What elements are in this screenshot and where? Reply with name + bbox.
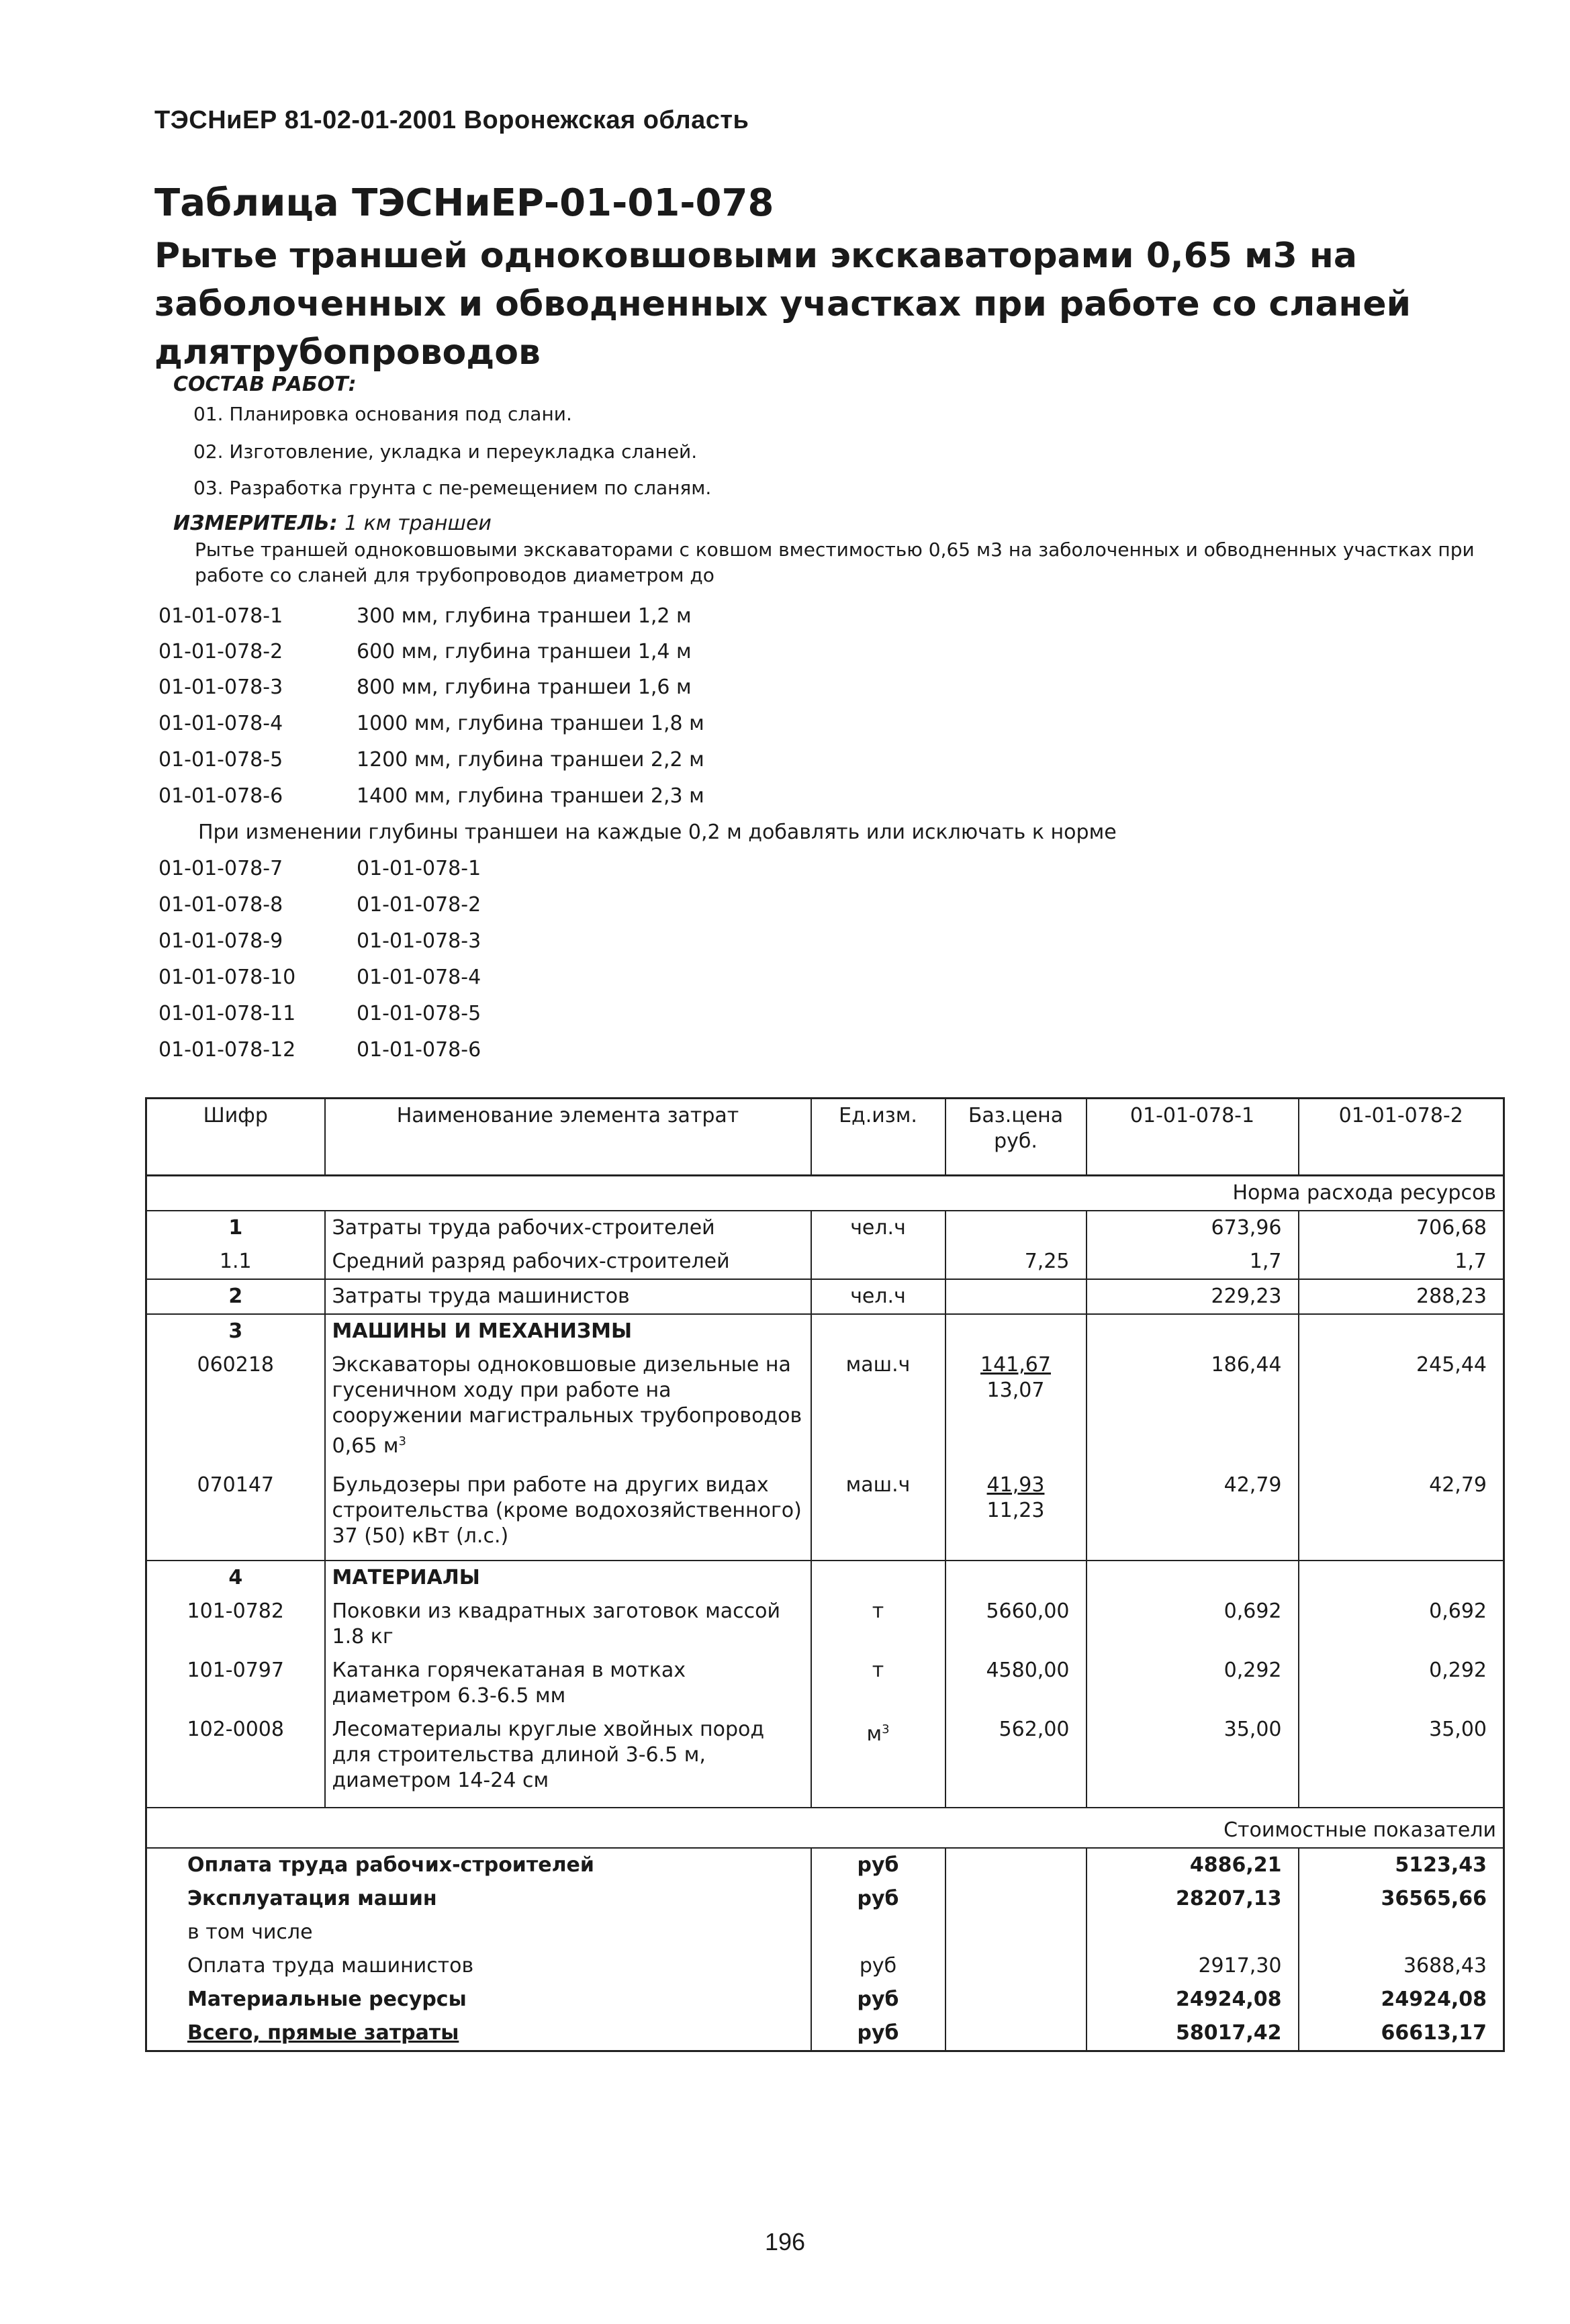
summary-label: Материальные ресурсы (187, 1988, 467, 2011)
price-labor: 13,07 (986, 1379, 1045, 1402)
row-code: 101-0797 (187, 1659, 284, 1682)
summary-value-1 (1087, 1916, 1299, 1949)
row-code: 1 (228, 1216, 243, 1240)
composition-label: СОСТАВ РАБОТ: (173, 373, 357, 396)
header-cell: Ед.изм. (811, 1099, 945, 1176)
row-value-2: 0,292 (1299, 1654, 1504, 1713)
work-item: 02. Изготовление, укладка и переукладка сланей. (193, 440, 698, 463)
summary-value-2 (1299, 1916, 1504, 1949)
empty-cell (811, 1561, 945, 1595)
item-desc: 1400 мм, глубина траншеи 2,3 м (357, 784, 704, 808)
summary-row (146, 1983, 1504, 2016)
empty-cell (945, 1561, 1087, 1595)
price-labor: 11,23 (986, 1499, 1045, 1522)
summary-unit: руб (811, 2016, 945, 2051)
row-value-2: 288,23 (1299, 1279, 1504, 1314)
row-price (945, 1279, 1087, 1314)
row-value-1: 229,23 (1087, 1279, 1299, 1314)
superscript-3: 3 (882, 1722, 890, 1736)
empty-cell (811, 1314, 945, 1348)
section-row (146, 1561, 1504, 1595)
row-unit: маш.ч (811, 1348, 945, 1463)
empty-cell (945, 2016, 1087, 2051)
row-price: 5660,00 (945, 1595, 1087, 1654)
empty-cell (945, 1983, 1087, 2016)
row-code: 070147 (197, 1473, 275, 1497)
change-ref: 01-01-078-2 (357, 893, 481, 917)
summary-unit: руб (811, 1949, 945, 1983)
change-code: 01-01-078-12 (158, 1038, 296, 1062)
meter-value: 1 км траншеи (344, 512, 492, 535)
summary-row (146, 1882, 1504, 1916)
table-subtitle: Рытье траншей одноковшовыми экскаваторами 0,65 м3 на заболоченных и обводненных участках при работе со сланей длятрубопроводов (154, 236, 1412, 373)
section-row (146, 1314, 1504, 1348)
summary-row (146, 2016, 1504, 2051)
header-cell: Шифр (146, 1099, 325, 1176)
row-unit: т (811, 1654, 945, 1713)
price-base: 141,67 (980, 1353, 1051, 1377)
row-value-1: 0,292 (1087, 1654, 1299, 1713)
empty-cell (945, 1314, 1087, 1348)
summary-row (146, 1949, 1504, 1983)
item-code: 01-01-078-5 (158, 748, 283, 772)
row-code: 2 (146, 1279, 325, 1314)
summary-value-2: 5123,43 (1299, 1848, 1504, 1882)
row-value-1: 186,44 (1087, 1348, 1299, 1463)
meter-row (173, 512, 492, 535)
row-price: 562,00 (945, 1713, 1087, 1808)
row-unit: т (811, 1595, 945, 1654)
row-value-1: 35,00 (1087, 1713, 1299, 1808)
section-code: 3 (146, 1314, 325, 1348)
row-unit: чел.ч (811, 1279, 945, 1314)
row-value-2: 35,00 (1299, 1713, 1504, 1808)
summary-row (146, 1916, 1504, 1949)
empty-cell (945, 1848, 1087, 1882)
row-value-1: 673,96 (1087, 1211, 1299, 1245)
work-item: 03. Разработка грунта с пе-ремещением по сланям. (193, 477, 712, 499)
row-value-2: 0,692 (1299, 1595, 1504, 1654)
row-name: Бульдозеры при работе на других видах строительства (кроме водохозяйственного) 37 (50) кВт (л.с.) (325, 1463, 811, 1561)
summary-value-2: 36565,66 (1299, 1882, 1504, 1916)
summary-value-2: 3688,43 (1299, 1949, 1504, 1983)
row-unit-cell (811, 1713, 945, 1808)
row-code: 060218 (197, 1353, 275, 1377)
summary-label: Оплата труда рабочих-строителей (187, 1853, 594, 1877)
superscript-3: 3 (398, 1434, 406, 1448)
table-row (146, 1713, 1504, 1808)
row-price-cell (945, 1463, 1087, 1561)
intro-text: Рытье траншей одноковшовыми экскаваторами с ковшом вместимостью 0,65 м3 на заболоченных и обводненных участках при работе со сланей для трубопроводов диаметром до (195, 539, 1475, 586)
table-row (146, 1654, 1504, 1713)
empty-cell (1087, 1561, 1299, 1595)
row-name: Средний разряд рабочих-строителей (325, 1245, 811, 1279)
change-code: 01-01-078-11 (158, 1002, 296, 1025)
section-code: 4 (146, 1561, 325, 1595)
empty-cell (945, 1949, 1087, 1983)
header-cell: 01-01-078-2 (1299, 1099, 1504, 1176)
header-cell: Баз.цена руб. (945, 1099, 1087, 1176)
item-code: 01-01-078-1 (158, 604, 283, 628)
change-ref: 01-01-078-4 (357, 966, 481, 989)
empty-cell (945, 1882, 1087, 1916)
row-value-1: 0,692 (1087, 1595, 1299, 1654)
row-price (945, 1211, 1087, 1245)
summary-unit: руб (811, 1882, 945, 1916)
change-code: 01-01-078-9 (158, 929, 283, 953)
row-name: Поковки из квадратных заготовок массой 1.8 кг (325, 1595, 811, 1654)
summary-label: Оплата труда машинистов (187, 1954, 474, 1978)
table-row (146, 1348, 1504, 1463)
norm-label: Норма расхода ресурсов (146, 1176, 1504, 1211)
table-row (146, 1279, 1504, 1314)
row-unit: маш.ч (811, 1463, 945, 1561)
item-desc: 600 мм, глубина траншеи 1,4 м (357, 640, 692, 663)
meter-label: ИЗМЕРИТЕЛЬ: (173, 512, 338, 535)
row-code: 102-0008 (187, 1718, 284, 1741)
document-header: ТЭСНиЕР 81-02-01-2001 Воронежская область (154, 106, 749, 134)
row-value-2: 706,68 (1299, 1211, 1504, 1245)
norm-label-row (146, 1176, 1504, 1211)
summary-unit: руб (811, 1848, 945, 1882)
summary-unit (811, 1916, 945, 1949)
item-desc: 1200 мм, глубина траншеи 2,2 м (357, 748, 704, 772)
change-ref: 01-01-078-1 (357, 857, 481, 880)
table-row (146, 1595, 1504, 1654)
row-name-cell (325, 1348, 811, 1463)
empty-cell (945, 1916, 1087, 1949)
summary-row (146, 1848, 1504, 1882)
row-price: 4580,00 (945, 1654, 1087, 1713)
price-base: 41,93 (986, 1473, 1045, 1497)
table-row (146, 1245, 1504, 1279)
row-value-1: 1,7 (1087, 1245, 1299, 1279)
row-name: Лесоматериалы круглые хвойных пород для строительства длиной 3-6.5 м, диаметром 14-24 см (325, 1713, 811, 1808)
row-unit (811, 1245, 945, 1279)
item-code: 01-01-078-3 (158, 676, 283, 699)
summary-value-1: 24924,08 (1087, 1983, 1299, 2016)
cost-label: Стоимостные показатели (146, 1808, 1504, 1848)
section-title: МАШИНЫ И МЕХАНИЗМЫ (325, 1314, 811, 1348)
row-name: Затраты труда машинистов (325, 1279, 811, 1314)
item-desc: 800 мм, глубина траншеи 1,6 м (357, 676, 692, 699)
empty-cell (1299, 1561, 1504, 1595)
summary-label: Всего, прямые затраты (187, 2021, 459, 2045)
table-row (146, 1211, 1504, 1245)
resource-table (145, 1097, 1505, 2052)
table-title: Таблица ТЭСНиЕР-01-01-078 (154, 181, 774, 225)
summary-value-2: 24924,08 (1299, 1983, 1504, 2016)
item-desc: 300 мм, глубина траншеи 1,2 м (357, 604, 692, 628)
cost-label-row (146, 1808, 1504, 1848)
row-code: 1.1 (219, 1250, 252, 1273)
row-value-2: 245,44 (1299, 1348, 1504, 1463)
change-ref: 01-01-078-5 (357, 1002, 481, 1025)
row-value-1: 42,79 (1087, 1463, 1299, 1561)
row-name: Экскаваторы одноковшовые дизельные на гусеничном ходу при работе на сооружении магистральных трубопроводов 0,65 м (332, 1353, 802, 1458)
item-code: 01-01-078-6 (158, 784, 283, 808)
row-unit: м (866, 1722, 882, 1746)
summary-value-1: 28207,13 (1087, 1882, 1299, 1916)
work-item: 01. Планировка основания под слани. (193, 403, 572, 425)
item-code: 01-01-078-2 (158, 640, 283, 663)
change-code: 01-01-078-10 (158, 966, 296, 989)
summary-label: Эксплуатация машин (187, 1887, 437, 1910)
summary-value-1: 2917,30 (1087, 1949, 1299, 1983)
summary-value-1: 4886,21 (1087, 1848, 1299, 1882)
summary-label: в том числе (187, 1920, 313, 1944)
empty-cell (1299, 1314, 1504, 1348)
row-name: Затраты труда рабочих-строителей (325, 1211, 811, 1245)
row-code: 101-0782 (187, 1599, 284, 1623)
item-code: 01-01-078-4 (158, 712, 283, 735)
summary-value-2: 66613,17 (1299, 2016, 1504, 2051)
row-unit: чел.ч (811, 1211, 945, 1245)
summary-unit: руб (811, 1983, 945, 2016)
change-code: 01-01-078-8 (158, 893, 283, 917)
row-name: Катанка горячекатаная в мотках диаметром 6.3-6.5 мм (325, 1654, 811, 1713)
summary-value-1: 58017,42 (1087, 2016, 1299, 2051)
empty-cell (1087, 1314, 1299, 1348)
change-ref: 01-01-078-6 (357, 1038, 481, 1062)
change-note: При изменении глубины траншеи на каждые 0,2 м добавлять или исключать к норме (198, 821, 1117, 844)
section-title: МАТЕРИАЛЫ (325, 1561, 811, 1595)
header-cell: 01-01-078-1 (1087, 1099, 1299, 1176)
table-row (146, 1463, 1504, 1561)
change-ref: 01-01-078-3 (357, 929, 481, 953)
row-price-cell (945, 1348, 1087, 1463)
page-number: 196 (764, 2228, 806, 2256)
row-value-2: 1,7 (1299, 1245, 1504, 1279)
item-desc: 1000 мм, глубина траншеи 1,8 м (357, 712, 704, 735)
row-price: 7,25 (945, 1245, 1087, 1279)
table-header-row (146, 1099, 1504, 1176)
change-code: 01-01-078-7 (158, 857, 283, 880)
header-cell: Наименование элемента затрат (325, 1099, 811, 1176)
row-value-2: 42,79 (1299, 1463, 1504, 1561)
